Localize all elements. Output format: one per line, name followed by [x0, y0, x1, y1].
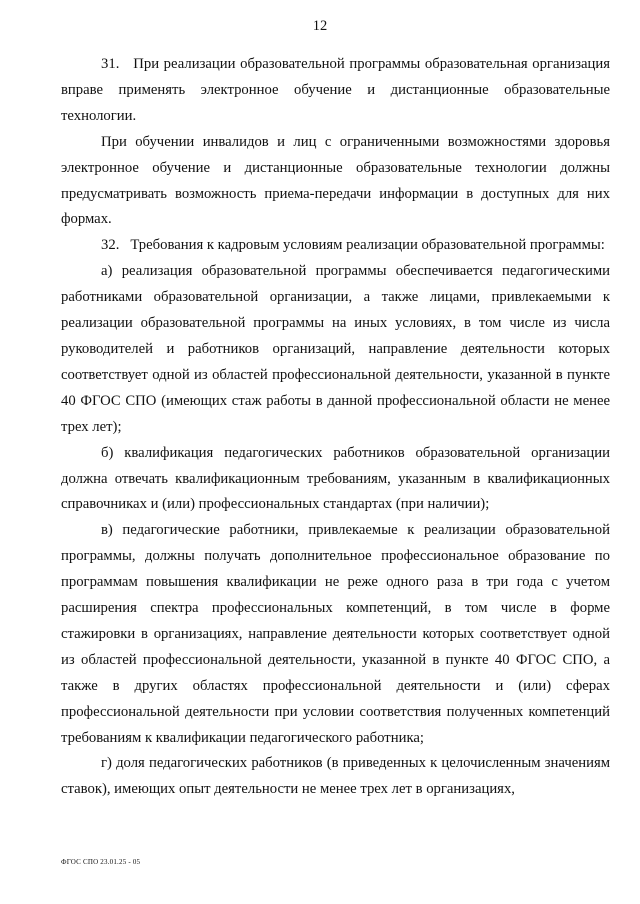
paragraph-32-v: в) педагогические работники, привлекаемые к реализации образовательной программы, должны получать дополнительное профессиональное образование по программам повышения квалификации не реже одного раза в три года с учетом расширения спектра профессиональных компетенций, в том числе в форме стажировки в организациях, направление деятельности которых соответствует одной из областей профессиональной деятельности, указанной в пункте 40 ФГОС СПО, а также в других областях профессиональной деятельности и (или) сферах профессиональной деятельности при условии соответствия полученных компетенций требованиям к квалификации педагогического работника;: [61, 522, 610, 746]
paragraph-31: 31. При реализации образовательной программы образовательная организация вправе применять электронное обучение и дистанционные образовательные технологии.: [61, 56, 610, 124]
paragraph-32-g: г) доля педагогических работников (в приведенных к целочисленным значениям ставок), имеющих опыт деятельности не менее трех лет в организациях,: [61, 755, 610, 798]
paragraph-32-a: а) реализация образовательной программы обеспечивается педагогическими работниками образовательной организации, а также лицами, привлекаемыми к реализации образовательной программы на иных условиях, в том числе из числа руководителей и работников организаций, направление деятельности которых соответствует одной из областей профессиональной деятельности, указанной в пункте 40 ФГОС СПО (имеющих стаж работы в данной профессиональной области не менее трех лет);: [61, 263, 610, 435]
paragraph-32-b: б) квалификация педагогических работников образовательной организации должна отвечать квалификационным требованиям, указанным в квалификационных справочниках и (или) профессиональных стандартах (при наличии);: [61, 444, 610, 513]
document-body: [61, 52, 610, 803]
paragraph-31-disabilities: При обучении инвалидов и лиц с ограниченными возможностями здоровья электронное обучение и дистанционные образовательные технологии должны предусматривать возможность приема-передачи информации в доступных для них формах.: [61, 133, 610, 228]
paragraph-32: 32. Требования к кадровым условиям реализации образовательной программы:: [101, 237, 605, 254]
page-number: 12: [312, 18, 328, 34]
document-footer: ФГОС СПО 23.01.25 - 05: [61, 858, 141, 866]
